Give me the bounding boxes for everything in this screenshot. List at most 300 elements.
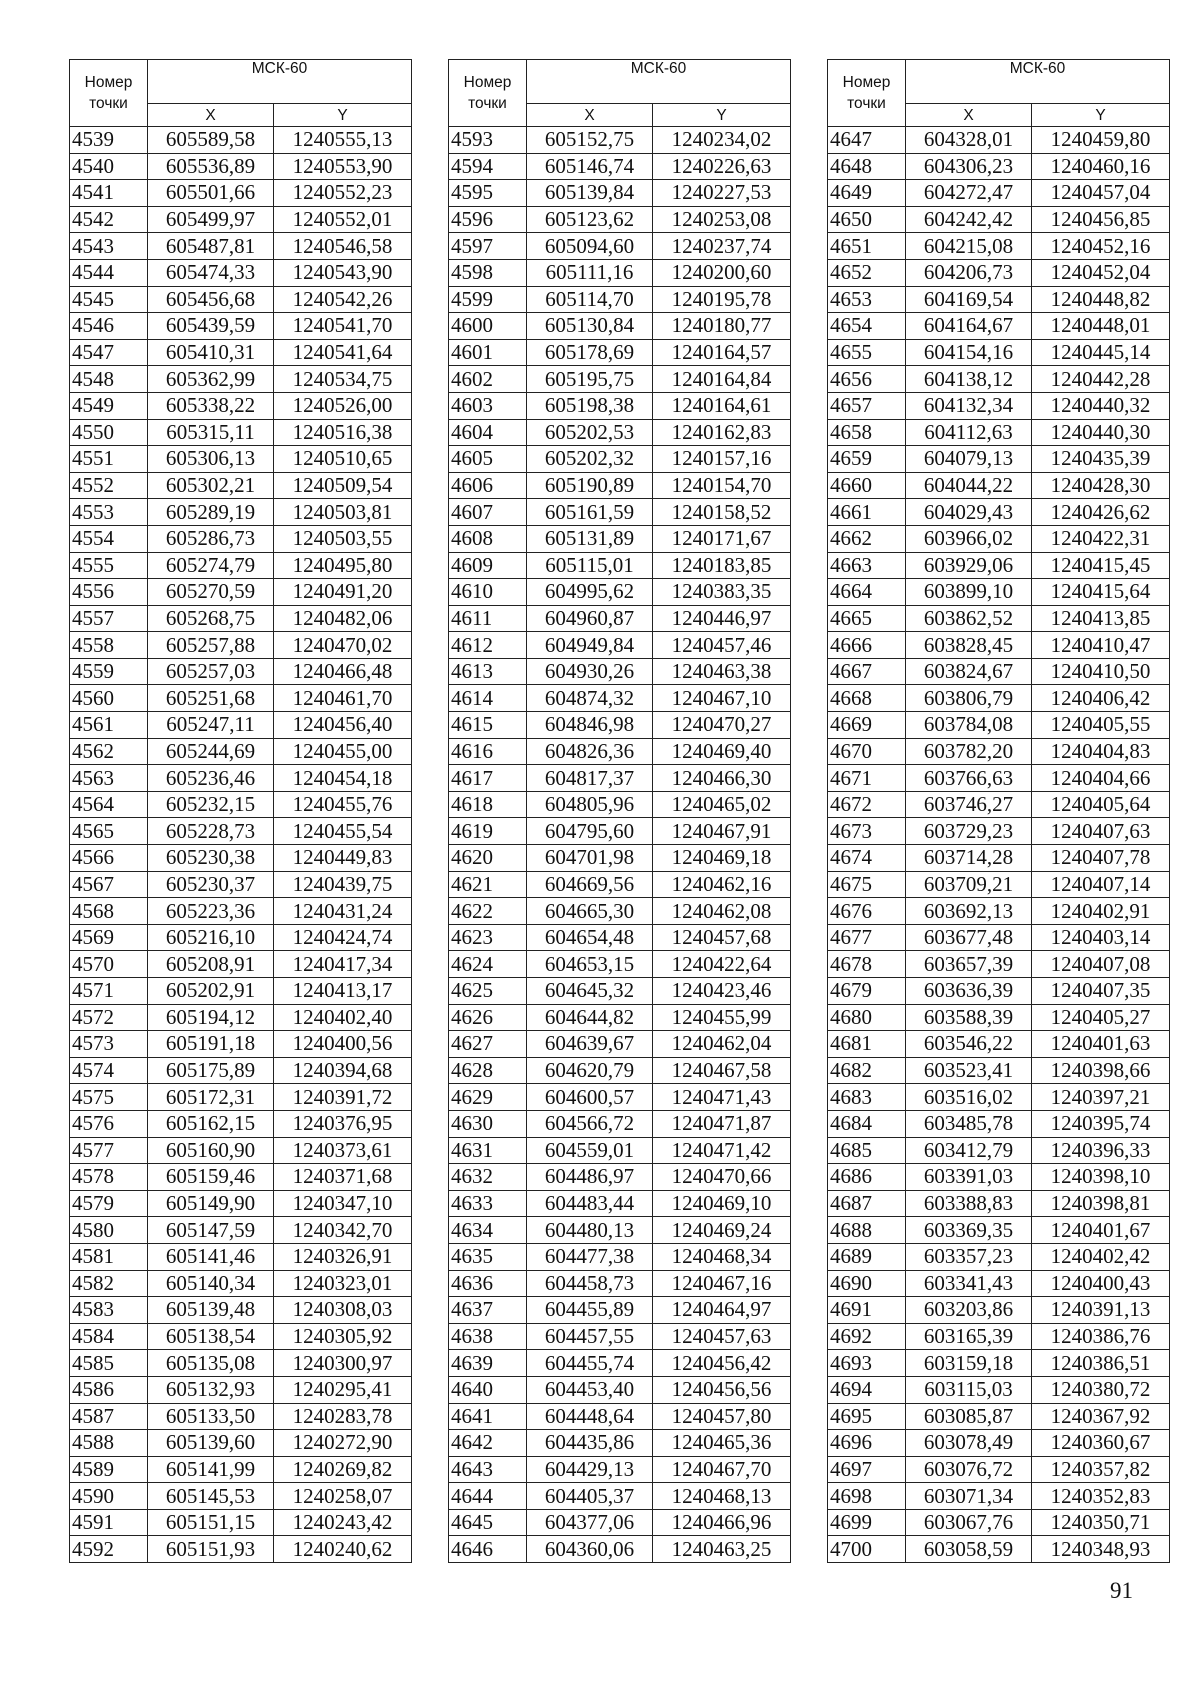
point-number-cell: 4612	[449, 632, 527, 659]
y-coordinate-cell: 1240417,34	[274, 951, 412, 978]
y-coordinate-cell: 1240180,77	[653, 313, 791, 340]
x-coordinate-cell: 605151,15	[148, 1509, 274, 1536]
y-coordinate-cell: 1240469,18	[653, 845, 791, 872]
y-coordinate-cell: 1240240,62	[274, 1536, 412, 1563]
y-coordinate-cell: 1240543,90	[274, 259, 412, 286]
point-number-cell: 4585	[70, 1350, 148, 1377]
x-coordinate-cell: 604044,22	[906, 472, 1032, 499]
table-row	[70, 1164, 412, 1191]
table-row	[828, 499, 1170, 526]
y-coordinate-cell: 1240413,85	[1032, 605, 1170, 632]
x-coordinate-cell: 603966,02	[906, 525, 1032, 552]
table-row	[70, 1243, 412, 1270]
table-row	[449, 924, 791, 951]
table-row	[828, 552, 1170, 579]
y-coordinate-cell: 1240457,68	[653, 924, 791, 951]
point-number-cell: 4609	[449, 552, 527, 579]
point-number-cell: 4586	[70, 1376, 148, 1403]
point-number-cell: 4636	[449, 1270, 527, 1297]
x-coordinate-cell: 605141,46	[148, 1243, 274, 1270]
coordinate-table-3	[827, 59, 1170, 1563]
table-row	[70, 180, 412, 207]
x-coordinate-cell: 603546,22	[906, 1031, 1032, 1058]
point-number-cell: 4697	[828, 1456, 906, 1483]
y-coordinate-cell: 1240183,85	[653, 552, 791, 579]
x-coordinate-cell: 604112,63	[906, 419, 1032, 446]
x-coordinate-cell: 604477,38	[527, 1243, 653, 1270]
y-coordinate-cell: 1240459,80	[1032, 127, 1170, 154]
point-number-cell: 4689	[828, 1243, 906, 1270]
point-number-cell: 4644	[449, 1483, 527, 1510]
point-number-cell: 4699	[828, 1509, 906, 1536]
table-row	[70, 924, 412, 951]
x-coordinate-cell: 604435,86	[527, 1430, 653, 1457]
point-number-cell: 4635	[449, 1243, 527, 1270]
y-coordinate-cell: 1240350,71	[1032, 1509, 1170, 1536]
y-coordinate-cell: 1240461,70	[274, 685, 412, 712]
y-coordinate-cell: 1240164,57	[653, 339, 791, 366]
y-column-header: Y	[274, 104, 412, 127]
point-number-cell: 4671	[828, 765, 906, 792]
x-coordinate-cell: 604206,73	[906, 259, 1032, 286]
table-row	[828, 446, 1170, 473]
x-coordinate-cell: 604306,23	[906, 153, 1032, 180]
point-number-cell: 4544	[70, 259, 148, 286]
x-coordinate-cell: 604448,64	[527, 1403, 653, 1430]
point-number-cell: 4639	[449, 1350, 527, 1377]
table-row	[828, 1509, 1170, 1536]
x-coordinate-cell: 603784,08	[906, 712, 1032, 739]
x-coordinate-cell: 604480,13	[527, 1217, 653, 1244]
x-coordinate-cell: 605131,89	[527, 525, 653, 552]
y-coordinate-cell: 1240402,91	[1032, 898, 1170, 925]
point-number-cell: 4696	[828, 1430, 906, 1457]
x-coordinate-cell: 603071,34	[906, 1483, 1032, 1510]
point-number-cell: 4683	[828, 1084, 906, 1111]
x-coordinate-cell: 605257,03	[148, 658, 274, 685]
x-coordinate-cell: 605139,48	[148, 1297, 274, 1324]
x-coordinate-cell: 605195,75	[527, 366, 653, 393]
x-coordinate-cell: 605286,73	[148, 525, 274, 552]
point-number-cell: 4593	[449, 127, 527, 154]
table-row	[449, 1270, 791, 1297]
y-coordinate-cell: 1240455,00	[274, 738, 412, 765]
point-number-cell: 4681	[828, 1031, 906, 1058]
y-coordinate-cell: 1240401,63	[1032, 1031, 1170, 1058]
x-coordinate-cell: 603203,86	[906, 1297, 1032, 1324]
point-number-cell: 4677	[828, 924, 906, 951]
point-number-cell: 4658	[828, 419, 906, 446]
y-coordinate-cell: 1240404,83	[1032, 738, 1170, 765]
y-coordinate-cell: 1240373,61	[274, 1137, 412, 1164]
y-coordinate-cell: 1240534,75	[274, 366, 412, 393]
table-row	[828, 1297, 1170, 1324]
point-number-cell: 4543	[70, 233, 148, 260]
point-number-cell: 4561	[70, 712, 148, 739]
point-number-cell: 4583	[70, 1297, 148, 1324]
point-number-cell: 4649	[828, 180, 906, 207]
point-number-cell: 4642	[449, 1430, 527, 1457]
point-number-cell: 4667	[828, 658, 906, 685]
table-row	[828, 1243, 1170, 1270]
point-number-cell: 4652	[828, 259, 906, 286]
point-number-cell: 4615	[449, 712, 527, 739]
x-coordinate-cell: 605257,88	[148, 632, 274, 659]
point-number-cell: 4631	[449, 1137, 527, 1164]
table-row	[828, 1057, 1170, 1084]
table-row	[449, 685, 791, 712]
y-coordinate-cell: 1240237,74	[653, 233, 791, 260]
table-row	[828, 924, 1170, 951]
y-column-header: Y	[653, 104, 791, 127]
table-row	[449, 1456, 791, 1483]
table-row	[449, 871, 791, 898]
table-row	[828, 1084, 1170, 1111]
point-number-cell: 4584	[70, 1323, 148, 1350]
y-coordinate-cell: 1240541,64	[274, 339, 412, 366]
point-number-cell: 4627	[449, 1031, 527, 1058]
y-coordinate-cell: 1240465,36	[653, 1430, 791, 1457]
table-row	[828, 233, 1170, 260]
point-number-cell: 4589	[70, 1456, 148, 1483]
point-number-cell: 4590	[70, 1483, 148, 1510]
x-coordinate-cell: 604457,55	[527, 1323, 653, 1350]
table-row	[70, 1190, 412, 1217]
point-number-cell: 4625	[449, 978, 527, 1005]
y-coordinate-cell: 1240516,38	[274, 419, 412, 446]
table-row	[70, 685, 412, 712]
y-coordinate-cell: 1240470,27	[653, 712, 791, 739]
x-coordinate-cell: 604559,01	[527, 1137, 653, 1164]
point-number-header: Номер точки	[449, 60, 527, 127]
point-number-cell: 4632	[449, 1164, 527, 1191]
point-number-cell: 4545	[70, 286, 148, 313]
point-number-cell: 4596	[449, 206, 527, 233]
y-coordinate-cell: 1240347,10	[274, 1190, 412, 1217]
table-row	[449, 1509, 791, 1536]
point-number-cell: 4579	[70, 1190, 148, 1217]
table-row	[828, 180, 1170, 207]
x-coordinate-cell: 604600,57	[527, 1084, 653, 1111]
x-coordinate-cell: 605274,79	[148, 552, 274, 579]
x-coordinate-cell: 605456,68	[148, 286, 274, 313]
x-coordinate-cell: 605410,31	[148, 339, 274, 366]
table-row	[449, 446, 791, 473]
point-number-cell: 4638	[449, 1323, 527, 1350]
point-number-cell: 4542	[70, 206, 148, 233]
y-coordinate-cell: 1240552,23	[274, 180, 412, 207]
point-number-cell: 4672	[828, 791, 906, 818]
table-row	[449, 1376, 791, 1403]
point-number-cell: 4675	[828, 871, 906, 898]
point-number-cell: 4674	[828, 845, 906, 872]
x-coordinate-cell: 604846,98	[527, 712, 653, 739]
y-coordinate-cell: 1240456,85	[1032, 206, 1170, 233]
table-row	[70, 446, 412, 473]
point-number-cell: 4571	[70, 978, 148, 1005]
coordinate-table-2	[448, 59, 791, 1563]
y-coordinate-cell: 1240357,82	[1032, 1456, 1170, 1483]
table-row	[828, 791, 1170, 818]
x-coordinate-cell: 604653,15	[527, 951, 653, 978]
y-coordinate-cell: 1240469,24	[653, 1217, 791, 1244]
table-row	[70, 499, 412, 526]
x-coordinate-cell: 605236,46	[148, 765, 274, 792]
y-coordinate-cell: 1240526,00	[274, 392, 412, 419]
point-number-cell: 4653	[828, 286, 906, 313]
x-coordinate-cell: 603729,23	[906, 818, 1032, 845]
point-number-cell: 4574	[70, 1057, 148, 1084]
y-coordinate-cell: 1240391,72	[274, 1084, 412, 1111]
point-number-cell: 4599	[449, 286, 527, 313]
x-coordinate-cell: 604455,89	[527, 1297, 653, 1324]
table-row	[70, 1297, 412, 1324]
table-row	[449, 1084, 791, 1111]
point-number-cell: 4568	[70, 898, 148, 925]
x-coordinate-cell: 605202,91	[148, 978, 274, 1005]
table-row	[828, 871, 1170, 898]
table-row	[828, 1323, 1170, 1350]
table-row	[449, 180, 791, 207]
y-coordinate-cell: 1240464,97	[653, 1297, 791, 1324]
x-coordinate-cell: 603165,39	[906, 1323, 1032, 1350]
point-number-cell: 4565	[70, 818, 148, 845]
table-row	[828, 286, 1170, 313]
x-coordinate-cell: 605130,84	[527, 313, 653, 340]
y-coordinate-cell: 1240424,74	[274, 924, 412, 951]
x-coordinate-cell: 605228,73	[148, 818, 274, 845]
table-row	[449, 1403, 791, 1430]
point-number-cell: 4567	[70, 871, 148, 898]
y-coordinate-cell: 1240234,02	[653, 127, 791, 154]
table-row	[449, 419, 791, 446]
point-number-cell: 4634	[449, 1217, 527, 1244]
y-coordinate-cell: 1240460,16	[1032, 153, 1170, 180]
point-number-cell: 4578	[70, 1164, 148, 1191]
x-coordinate-cell: 605151,93	[148, 1536, 274, 1563]
table-row	[828, 951, 1170, 978]
table-row	[70, 791, 412, 818]
y-coordinate-cell: 1240462,08	[653, 898, 791, 925]
y-column-header: Y	[1032, 104, 1170, 127]
x-coordinate-cell: 604795,60	[527, 818, 653, 845]
x-coordinate-cell: 605247,11	[148, 712, 274, 739]
y-coordinate-cell: 1240445,14	[1032, 339, 1170, 366]
y-coordinate-cell: 1240162,83	[653, 419, 791, 446]
table-row	[449, 153, 791, 180]
table-row	[70, 259, 412, 286]
x-coordinate-cell: 603067,76	[906, 1509, 1032, 1536]
y-coordinate-cell: 1240360,67	[1032, 1430, 1170, 1457]
x-coordinate-cell: 605147,59	[148, 1217, 274, 1244]
y-coordinate-cell: 1240352,83	[1032, 1483, 1170, 1510]
x-coordinate-cell: 605115,01	[527, 552, 653, 579]
x-coordinate-cell: 605501,66	[148, 180, 274, 207]
point-number-cell: 4546	[70, 313, 148, 340]
point-number-cell: 4595	[449, 180, 527, 207]
x-coordinate-cell: 605536,89	[148, 153, 274, 180]
y-coordinate-cell: 1240398,81	[1032, 1190, 1170, 1217]
x-coordinate-cell: 603824,67	[906, 658, 1032, 685]
point-number-cell: 4673	[828, 818, 906, 845]
y-coordinate-cell: 1240467,70	[653, 1456, 791, 1483]
y-coordinate-cell: 1240371,68	[274, 1164, 412, 1191]
x-coordinate-cell: 605159,46	[148, 1164, 274, 1191]
point-number-cell: 4597	[449, 233, 527, 260]
table-row	[449, 898, 791, 925]
x-coordinate-cell: 604930,26	[527, 658, 653, 685]
x-coordinate-cell: 603076,72	[906, 1456, 1032, 1483]
y-coordinate-cell: 1240470,66	[653, 1164, 791, 1191]
x-coordinate-cell: 605190,89	[527, 472, 653, 499]
y-coordinate-cell: 1240164,84	[653, 366, 791, 393]
table-row	[70, 1057, 412, 1084]
x-coordinate-cell: 605474,33	[148, 259, 274, 286]
x-coordinate-cell: 603085,87	[906, 1403, 1032, 1430]
x-coordinate-cell: 603516,02	[906, 1084, 1032, 1111]
point-number-cell: 4664	[828, 579, 906, 606]
coordinate-table-1	[69, 59, 412, 1563]
x-coordinate-cell: 605172,31	[148, 1084, 274, 1111]
y-coordinate-cell: 1240468,34	[653, 1243, 791, 1270]
x-coordinate-cell: 605251,68	[148, 685, 274, 712]
x-coordinate-cell: 604826,36	[527, 738, 653, 765]
table-row	[828, 1430, 1170, 1457]
x-coordinate-cell: 604960,87	[527, 605, 653, 632]
table-row	[828, 1004, 1170, 1031]
y-coordinate-cell: 1240503,55	[274, 525, 412, 552]
table-row	[828, 1403, 1170, 1430]
table-row	[449, 472, 791, 499]
point-number-cell: 4648	[828, 153, 906, 180]
point-number-cell: 4548	[70, 366, 148, 393]
x-coordinate-cell: 604132,34	[906, 392, 1032, 419]
x-coordinate-cell: 605589,58	[148, 127, 274, 154]
x-coordinate-cell: 605198,38	[527, 392, 653, 419]
y-coordinate-cell: 1240431,24	[274, 898, 412, 925]
table-row	[449, 791, 791, 818]
x-coordinate-cell: 603369,35	[906, 1217, 1032, 1244]
y-coordinate-cell: 1240466,30	[653, 765, 791, 792]
x-coordinate-cell: 605152,75	[527, 127, 653, 154]
x-coordinate-cell: 605146,74	[527, 153, 653, 180]
x-coordinate-cell: 604215,08	[906, 233, 1032, 260]
point-number-cell: 4582	[70, 1270, 148, 1297]
x-coordinate-cell: 605175,89	[148, 1057, 274, 1084]
point-number-cell: 4643	[449, 1456, 527, 1483]
x-coordinate-cell: 603412,79	[906, 1137, 1032, 1164]
x-coordinate-cell: 604079,13	[906, 446, 1032, 473]
table-row	[828, 1270, 1170, 1297]
x-coordinate-cell: 604360,06	[527, 1536, 653, 1563]
point-number-cell: 4694	[828, 1376, 906, 1403]
table-row	[828, 898, 1170, 925]
x-coordinate-cell: 604644,82	[527, 1004, 653, 1031]
y-coordinate-cell: 1240398,10	[1032, 1164, 1170, 1191]
table-row	[70, 738, 412, 765]
table-row	[828, 366, 1170, 393]
point-number-cell: 4560	[70, 685, 148, 712]
table-row	[70, 632, 412, 659]
y-coordinate-cell: 1240435,39	[1032, 446, 1170, 473]
point-number-cell: 4691	[828, 1297, 906, 1324]
table-row	[70, 1004, 412, 1031]
table-row	[449, 605, 791, 632]
table-row	[449, 1350, 791, 1377]
x-coordinate-cell: 604242,42	[906, 206, 1032, 233]
y-coordinate-cell: 1240308,03	[274, 1297, 412, 1324]
x-coordinate-cell: 604874,32	[527, 685, 653, 712]
point-number-cell: 4669	[828, 712, 906, 739]
point-number-cell: 4670	[828, 738, 906, 765]
x-coordinate-cell: 605439,59	[148, 313, 274, 340]
y-coordinate-cell: 1240457,46	[653, 632, 791, 659]
x-coordinate-cell: 605202,32	[527, 446, 653, 473]
table-row	[828, 765, 1170, 792]
point-number-cell: 4557	[70, 605, 148, 632]
table-row	[449, 978, 791, 1005]
y-coordinate-cell: 1240495,80	[274, 552, 412, 579]
x-coordinate-cell: 605244,69	[148, 738, 274, 765]
point-number-cell: 4587	[70, 1403, 148, 1430]
point-number-cell: 4660	[828, 472, 906, 499]
y-coordinate-cell: 1240456,40	[274, 712, 412, 739]
x-coordinate-cell: 605161,59	[527, 499, 653, 526]
table-row	[449, 339, 791, 366]
table-row	[828, 127, 1170, 154]
x-coordinate-cell: 604029,43	[906, 499, 1032, 526]
x-coordinate-cell: 605094,60	[527, 233, 653, 260]
x-coordinate-cell: 604455,74	[527, 1350, 653, 1377]
table-row	[70, 605, 412, 632]
y-coordinate-cell: 1240452,16	[1032, 233, 1170, 260]
y-coordinate-cell: 1240397,21	[1032, 1084, 1170, 1111]
y-coordinate-cell: 1240503,81	[274, 499, 412, 526]
x-coordinate-cell: 605123,62	[527, 206, 653, 233]
x-coordinate-cell: 605138,54	[148, 1323, 274, 1350]
x-coordinate-cell: 605499,97	[148, 206, 274, 233]
x-coordinate-cell: 603657,39	[906, 951, 1032, 978]
table-row	[70, 765, 412, 792]
x-coordinate-cell: 603766,63	[906, 765, 1032, 792]
y-coordinate-cell: 1240395,74	[1032, 1110, 1170, 1137]
point-number-cell: 4623	[449, 924, 527, 951]
x-column-header: X	[906, 104, 1032, 127]
point-number-cell: 4687	[828, 1190, 906, 1217]
table-row	[70, 818, 412, 845]
table-row	[70, 1084, 412, 1111]
x-coordinate-cell: 605230,38	[148, 845, 274, 872]
table-row	[828, 153, 1170, 180]
y-coordinate-cell: 1240469,10	[653, 1190, 791, 1217]
table-row	[70, 233, 412, 260]
y-coordinate-cell: 1240471,43	[653, 1084, 791, 1111]
point-number-cell: 4698	[828, 1483, 906, 1510]
y-coordinate-cell: 1240410,50	[1032, 658, 1170, 685]
table-row	[449, 1137, 791, 1164]
y-coordinate-cell: 1240482,06	[274, 605, 412, 632]
table-row	[449, 1297, 791, 1324]
table-row	[449, 233, 791, 260]
crs-header: МСК-60	[527, 60, 791, 104]
point-number-cell: 4613	[449, 658, 527, 685]
x-coordinate-cell: 603115,03	[906, 1376, 1032, 1403]
x-coordinate-cell: 603677,48	[906, 924, 1032, 951]
y-coordinate-cell: 1240367,92	[1032, 1403, 1170, 1430]
y-coordinate-cell: 1240407,63	[1032, 818, 1170, 845]
table-row	[828, 339, 1170, 366]
y-coordinate-cell: 1240400,43	[1032, 1270, 1170, 1297]
